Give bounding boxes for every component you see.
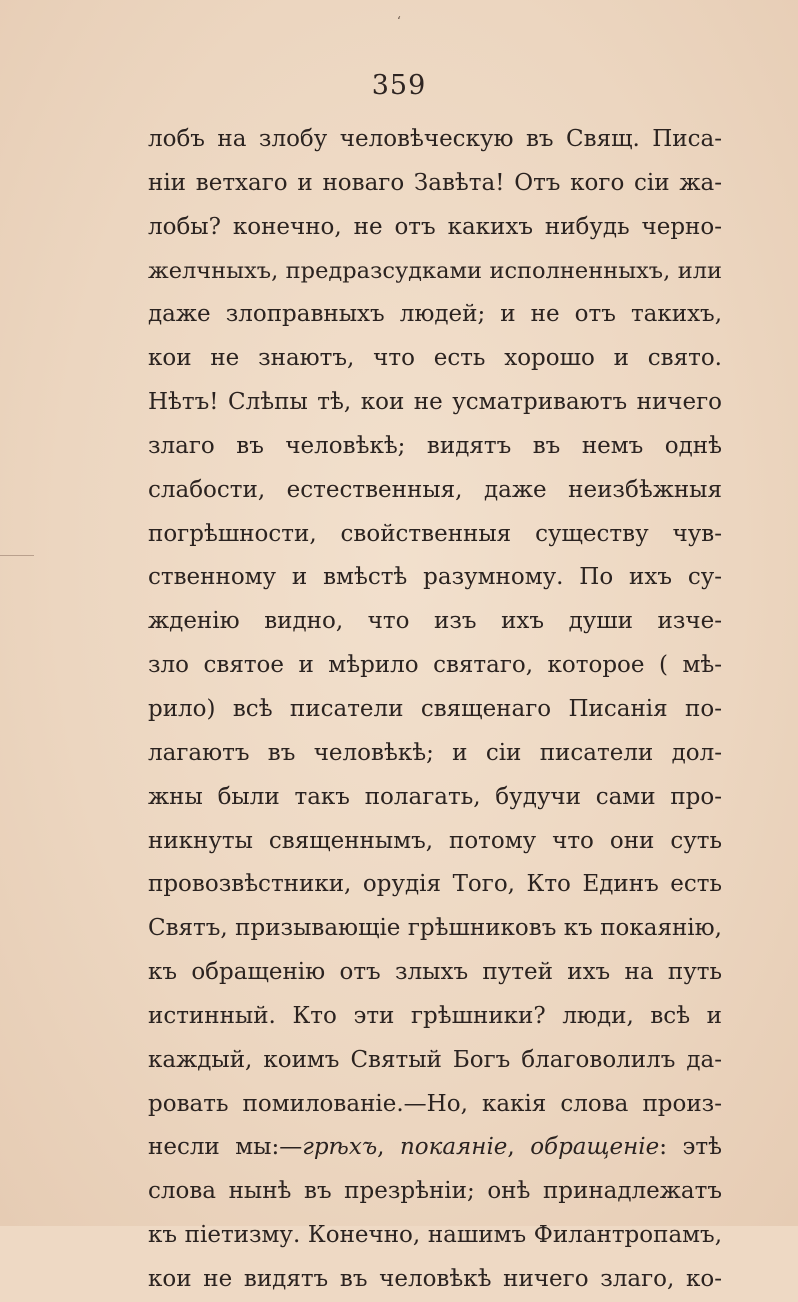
text-line: лобы? конечно, не отъ какихъ нибудь черно-	[148, 213, 722, 240]
text-line: жны были такъ полагать, будучи сами про-	[148, 783, 722, 810]
text-line: даже злоправныхъ людей; и не отъ такихъ,	[148, 301, 722, 328]
text-line: лобъ на злобу человѣческую въ Свящ. Писа-	[148, 126, 722, 152]
body-text	[148, 118, 722, 1302]
text-line: погрѣшности, свойственныя существу чув-	[148, 520, 722, 547]
text-line: зло святое и мѣрило святаго, которое ( мѣ-	[148, 652, 722, 679]
text-line: ственному и вмѣстѣ разумному. По ихъ су-	[148, 564, 722, 591]
text-line: желчныхъ, предразсудками исполненныхъ, или	[148, 257, 722, 284]
page-number: 359	[371, 70, 427, 101]
emph-line-start: несли мы:—	[148, 1134, 303, 1161]
text-line: Нѣтъ! Слѣпы тѣ, кои не усматриваютъ ничего	[148, 389, 722, 416]
text-line: слова нынѣ въ презрѣнiи; онѣ принадлежатъ	[148, 1178, 722, 1205]
emph-line-end: : этѣ	[659, 1134, 722, 1161]
text-line: лагаютъ въ человѣкѣ; и сiи писатели дол-	[148, 739, 722, 766]
text-line: къ пiетизму. Конечно, нашимъ Филантропамъ,	[148, 1222, 722, 1249]
emph-word-sin: грѣхъ	[302, 1134, 378, 1161]
text-line: кои не знаютъ, что есть хорошо и свято.	[148, 345, 722, 372]
text-line: никнуты священнымъ, потому что они суть	[148, 827, 722, 854]
text-line: нiи ветхаго и новаго Завѣта! Отъ кого сiи жа-	[148, 169, 722, 196]
emph-sep: ,	[507, 1134, 531, 1161]
text-line: рило) всѣ писатели священаго Писанiя по-	[148, 695, 722, 722]
text-line: истинный. Кто эти грѣшники? люди, всѣ и	[148, 1002, 722, 1029]
text-line: кои не видятъ въ человѣкѣ ничего злаго, ко-	[148, 1265, 722, 1292]
text-line: слабости, естественныя, даже неизбѣжныя	[148, 476, 722, 503]
text-line: Святъ, призывающiе грѣшниковъ къ покаянiю,	[148, 915, 722, 942]
text-line-emphasis	[148, 1126, 722, 1170]
margin-line	[0, 555, 34, 556]
text-line: злаго въ человѣкѣ; видятъ въ немъ однѣ	[148, 432, 722, 459]
page-mark: ʻ	[397, 14, 401, 28]
emph-word-repentance: покаянiе	[399, 1134, 508, 1161]
text-line: каждый, коимъ Святый Богъ благоволилъ да-	[148, 1046, 722, 1073]
text-line: къ обращенiю отъ злыхъ путей ихъ на путь	[148, 959, 722, 986]
emph-sep: ,	[377, 1134, 400, 1161]
text-line: провозвѣстники, орудiя Того, Кто Единъ есть	[148, 871, 722, 898]
text-line: ровать помилованiе.—Но, какiя слова произ-	[148, 1090, 722, 1117]
text-line: жденiю видно, что изъ ихъ души изче-	[148, 608, 722, 635]
emph-word-conversion: обращенiе	[530, 1134, 660, 1161]
